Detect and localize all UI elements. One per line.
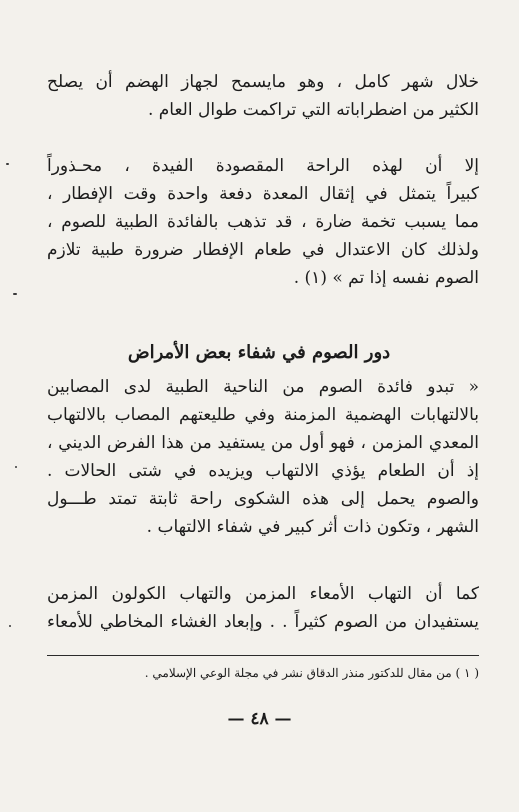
footnote: ( ١ ) من مقال للدكتور منذر الدقاق نشر في مجلة الوعي الإسلامي . (144, 666, 479, 680)
text-line: يستفيدان من الصوم كثيراً . . وإبعاد الغشاء المخاطي للأمعاء (47, 612, 479, 632)
print-speck (6, 163, 9, 165)
section-heading: دور الصوم في شفاء بعض الأمراض (127, 342, 391, 363)
text-line: المعدي المزمن ، فهو أول من يستفيد من هذا الفرض الديني ، (47, 433, 479, 453)
text-line: الصوم نفسه إذا تم » (١) . (293, 268, 479, 288)
paragraph-3 (47, 373, 479, 541)
text-line: بالالتهابات الهضمية المزمنة وفي طليعتهم المصاب بالالتهاب (47, 405, 479, 425)
text-line: كما أن التهاب الأمعاء المزمن والتهاب الكولون المزمن (47, 584, 479, 604)
page-number: — ٤٨ — (227, 709, 292, 729)
text-line: خلال شهر كامل ، وهو مايسمح لجهاز الهضم أن يصلح (47, 72, 479, 92)
paragraph-4 (47, 580, 479, 636)
text-line: الكثير من اضطراباته التي تراكمت طوال العام . (147, 100, 479, 120)
text-line: « تبدو فائدة الصوم من الناحية الطبية لدى المصابين (47, 377, 479, 397)
text-line: ولذلك كان الاعتدال في طعام الإفطار ضرورة طبية تلازم (47, 240, 479, 260)
print-speck (9, 625, 11, 627)
print-speck (15, 466, 17, 468)
text-line: كبيراً يتمثل في إثقال المعدة دفعة واحدة وقت الإفطار ، (47, 184, 479, 204)
paragraph-2 (47, 152, 479, 292)
paragraph-1 (47, 68, 479, 124)
text-line: مما يسبب تخمة ضارة ، قد تذهب بالفائدة الطبية للصوم ، (47, 212, 479, 232)
text-line: الشهر ، وتكون ذات أثر كبير في شفاء الالتهاب . (146, 517, 479, 537)
footnote-divider (47, 655, 479, 656)
text-line: والصوم يحمل إلى هذه الشكوى راحة ثابتة تمتد طـــول (47, 489, 479, 509)
text-line: إذ أن الطعام يؤذي الالتهاب ويزيده في شتى الحالات . (47, 461, 479, 481)
text-line: إلا أن لهذه الراحة المقصودة الفيدة ، محـذوراً (47, 156, 479, 176)
print-speck (13, 293, 17, 295)
